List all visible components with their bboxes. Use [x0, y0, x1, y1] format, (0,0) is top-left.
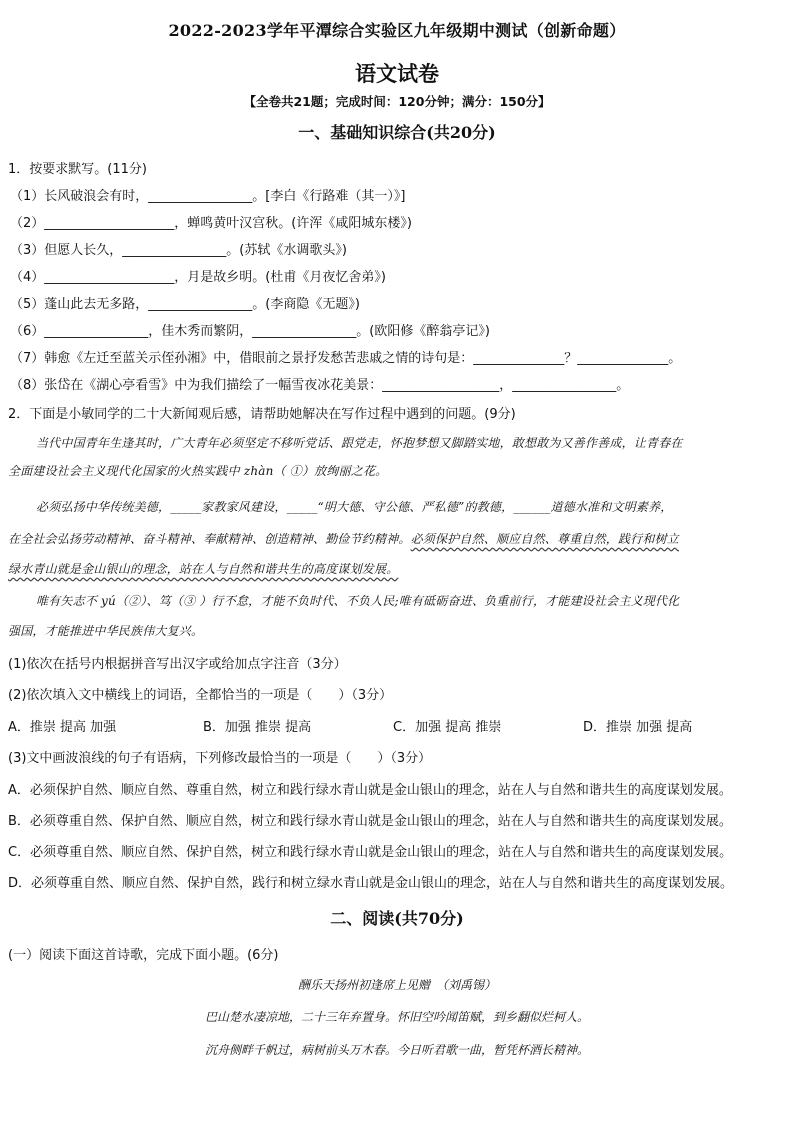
option-b: B．加强 推崇 提高 — [203, 720, 312, 735]
sub-question-1: (1)依次在括号内根据拼音写出汉字或给加点字注音（3分） — [8, 657, 347, 672]
sub-question-2-options — [8, 716, 788, 735]
sub-question-2: (2)依次填入文中横线上的词语，全都恰当的一项是（ ）（3分） — [8, 688, 393, 703]
question-1-item: （4）____________________，月是故乡明。(杜甫《月夜忆舍弟》) — [10, 270, 386, 285]
exam-info: 【全卷共21题；完成时间：120分钟；满分：150分】 — [243, 94, 551, 109]
passage-paragraph-2-line: 必须弘扬中华传统美德，_____家教家风建设，_____“明大德、守公德、严私德”的教德，______道德水准和文明素养， — [36, 500, 673, 514]
section1-heading: 一、基础知识综合(共20分) — [298, 123, 496, 142]
exam-title: 2022-2023学年平潭综合实验区九年级期中测试（创新命题） — [168, 21, 626, 40]
subject-title: 语文试卷 — [355, 61, 439, 86]
question-2-title: 2．下面是小敏同学的二十大新闻观后感，请帮助她解决在写作过程中遇到的问题。(9分) — [8, 407, 516, 422]
option-b: B．必须尊重自然、保护自然、顺应自然，树立和践行绿水青山就是金山银山的理念，站在人与自然和谐共生的高度谋划发展。 — [8, 814, 732, 829]
option-d: D．必须尊重自然、顺应自然、保护自然，践行和树立绿水青山就是金山银山的理念，站在人与自然和谐共生的高度谋划发展。 — [8, 876, 734, 891]
sub-question-3: (3)文中画波浪线的句子有语病，下列修改最恰当的一项是（ ）（3分） — [8, 751, 432, 766]
passage-paragraph-1-line: 全面建设社会主义现代化国家的火热实践中 zhàn（ ①）放绚丽之花。 — [8, 464, 388, 478]
option-a: A．必须保护自然、顺应自然、尊重自然，树立和践行绿水青山就是金山银山的理念，站在人与自然和谐共生的高度谋划发展。 — [8, 783, 732, 798]
option-c: C．必须尊重自然、顺应自然、保护自然，树立和践行绿水青山就是金山银山的理念，站在人与自然和谐共生的高度谋划发展。 — [8, 845, 733, 860]
question-1-item: （8）张岱在《湖心亭看雪》中为我们描绘了一幅雪夜冰花美景：__________________，________________。 — [10, 378, 630, 393]
question-1-item: （6）________________，佳木秀而繁阴，________________。(欧阳修《醉翁亭记》) — [10, 324, 490, 339]
wavy-underlined-sentence: 绿水青山就是金山银山的理念，站在人与自然和谐共生的高度谋划发展。 — [8, 562, 399, 576]
poem-line: 巴山楚水凄凉地，二十三年弃置身。怀旧空吟闻笛赋，到乡翻似烂柯人。 — [204, 1010, 589, 1024]
passage-text: 在全社会弘扬劳动精神、奋斗精神、奉献精神、创造精神、勤俭节约精神。 — [8, 532, 411, 546]
question-1-item: （1）长风破浪会有时，________________。[李白《行路难（其一）》] — [10, 189, 406, 204]
option-c: C．加强 提高 推崇 — [393, 720, 502, 735]
reading-part1-intro: (一）阅读下面这首诗歌，完成下面小题。(6分) — [8, 948, 279, 963]
question-1-item: （7）韩愈《左迁至蓝关示侄孙湘》中，借眼前之景抒发愁苦悲戚之情的诗句是：______________？______________。 — [10, 351, 682, 366]
passage-paragraph-1-line: 当代中国青年生逢其时，广大青年必须坚定不移听党话、跟党走，怀抱梦想又脚踏实地，敢想敢为又善作善成，让青春在 — [36, 436, 683, 450]
question-1-item: （2）____________________，蝉鸣黄叶汉宫秋。(许浑《咸阳城东楼》) — [10, 216, 412, 231]
question-1-item: （3）但愿人长久，________________。(苏轼《水调歌头》) — [10, 243, 347, 258]
passage-paragraph-2-line — [8, 530, 782, 547]
question-1-item: （5）蓬山此去无多路，________________。(李商隐《无题》) — [10, 297, 360, 312]
passage-paragraph-3-line: 唯有矢志不 yú（②）、笃（③ ）行不怠，才能不负时代、不负人民;唯有砥砺奋进、负重前行，才能建设社会主义现代化 — [36, 594, 680, 608]
question-1-title: 1．按要求默写。(11分) — [8, 162, 147, 177]
passage-paragraph-3-line: 强国，才能推进中华民族伟大复兴。 — [8, 624, 204, 638]
section2-heading: 二、阅读(共70分) — [330, 909, 464, 928]
poem-line: 沉舟侧畔千帆过，病树前头万木春。今日听君歌一曲，暂凭杯酒长精神。 — [204, 1043, 589, 1057]
passage-paragraph-2-line — [8, 560, 782, 577]
option-a: A．推崇 提高 加强 — [8, 720, 117, 735]
option-d: D．推崇 加强 提高 — [583, 720, 693, 735]
wavy-underlined-sentence: 必须保护自然、顺应自然、尊重自然，践行和树立 — [410, 532, 680, 546]
poem-title: 酬乐天扬州初逢席上见赠 （刘禹锡） — [297, 978, 496, 992]
